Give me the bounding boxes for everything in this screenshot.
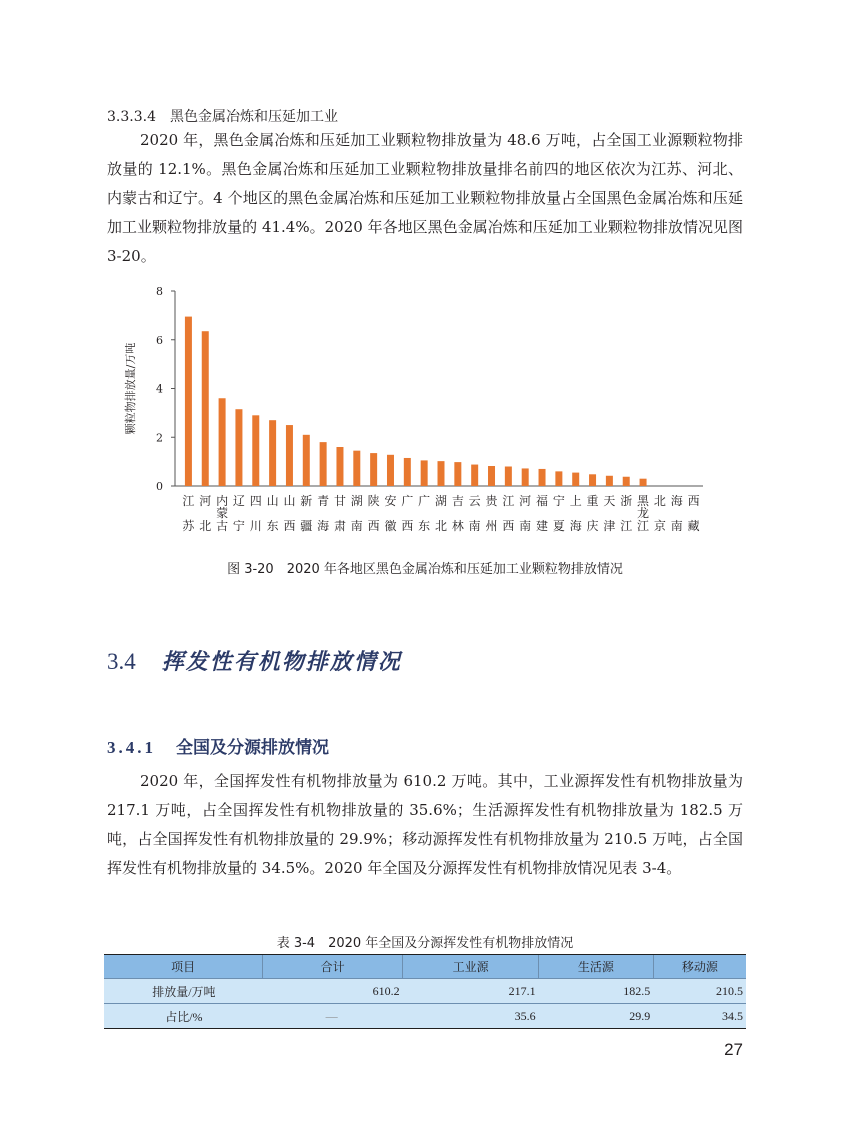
table-cell: 217.1 xyxy=(403,979,539,1004)
emission-table xyxy=(104,954,746,1029)
x-tick-label: 海 xyxy=(670,494,683,508)
table-cell: 29.9 xyxy=(539,1004,654,1029)
x-tick-label: 古 xyxy=(216,519,229,533)
x-tick-label: 辽 xyxy=(232,494,245,508)
table-header-cell: 生活源 xyxy=(539,955,654,979)
paragraph-iron-steel: 2020 年，黑色金属冶炼和压延加工业颗粒物排放量为 48.6 万吨，占全国工业源颗粒物排放量的 12.1%。黑色金属冶炼和压延加工业颗粒物排放量排名前四的地区依次为江苏、河北、内蒙古和辽宁。4 个地区的黑色金属冶炼和压延加工业颗粒物排放量占全国黑色金属冶炼和压延加工业颗粒物排放量的 41.4%。2020 年各地区黑色金属冶炼和压延加工业颗粒物排放情况见图 3-20。 xyxy=(107,131,743,265)
x-tick-label: 四 xyxy=(249,494,262,508)
table-header-cell: 项目 xyxy=(104,955,263,979)
table-cell: 35.6 xyxy=(403,1004,539,1029)
bar xyxy=(202,331,209,486)
x-tick-label: 藏 xyxy=(687,519,700,533)
x-tick-label: 内 xyxy=(216,494,229,508)
bar xyxy=(387,455,394,486)
x-tick-label: 甘 xyxy=(333,494,346,508)
x-tick-label: 云 xyxy=(468,494,481,508)
x-tick-label: 黑 xyxy=(637,494,650,508)
x-tick-label: 南 xyxy=(468,519,481,533)
x-tick-label: 建 xyxy=(536,519,549,533)
table-cell: 排放量/万吨 xyxy=(104,979,263,1004)
x-tick-label: 山 xyxy=(283,494,296,508)
page-number: 27 xyxy=(724,1040,743,1059)
x-tick-label: 西 xyxy=(401,519,414,533)
x-tick-label: 福 xyxy=(536,494,549,508)
table-cell: 610.2 xyxy=(263,979,403,1004)
x-tick-label: 宁 xyxy=(552,494,565,508)
table-cell: 占比/% xyxy=(104,1004,263,1029)
bar xyxy=(539,469,546,486)
x-tick-label: 南 xyxy=(350,519,363,533)
y-tick-label: 8 xyxy=(156,285,163,298)
x-tick-label: 龙 xyxy=(637,506,650,520)
bar xyxy=(404,458,411,486)
table-header-cell: 合计 xyxy=(263,955,403,979)
bar xyxy=(589,474,596,486)
bar xyxy=(235,409,242,486)
bar xyxy=(438,461,445,486)
y-axis-label: 颗粒物排放量/万吨 xyxy=(124,342,137,435)
bar xyxy=(555,471,562,486)
x-tick-label: 江 xyxy=(620,519,633,533)
x-tick-label: 江 xyxy=(182,494,195,508)
x-tick-label: 西 xyxy=(502,519,515,533)
bar xyxy=(522,468,529,486)
x-tick-label: 安 xyxy=(384,494,397,508)
bar xyxy=(370,453,377,486)
bar xyxy=(488,466,495,486)
y-tick-label: 0 xyxy=(156,480,163,493)
bar xyxy=(219,398,226,486)
subsection-heading-341 xyxy=(107,733,329,758)
x-tick-label: 北 xyxy=(199,519,212,533)
x-tick-label: 林 xyxy=(451,519,464,533)
subsection-341-number: 3.4.1 xyxy=(107,738,156,757)
x-tick-label: 上 xyxy=(569,494,582,508)
section-heading-number: 3.4 xyxy=(107,649,136,674)
section-heading xyxy=(107,645,402,676)
table-row xyxy=(104,979,746,1004)
x-tick-label: 疆 xyxy=(300,519,313,533)
x-tick-label: 广 xyxy=(401,494,414,508)
subsection-341-title: 全国及分源排放情况 xyxy=(176,738,329,758)
x-tick-label: 苏 xyxy=(182,519,195,533)
y-tick-label: 6 xyxy=(156,333,163,347)
x-tick-label: 宁 xyxy=(232,519,245,533)
x-tick-label: 陕 xyxy=(367,494,380,508)
figure-caption: 图 3-20 2020 年各地区黑色金属冶炼和压延加工业颗粒物排放情况 xyxy=(227,562,623,577)
table-header-row xyxy=(104,955,746,979)
x-tick-label: 川 xyxy=(249,519,262,533)
x-tick-label: 东 xyxy=(418,519,431,533)
x-tick-label: 江 xyxy=(637,519,650,533)
bar xyxy=(572,473,579,486)
bar xyxy=(623,477,630,486)
x-tick-label: 西 xyxy=(687,494,700,508)
subsection-heading-text: 黑色金属冶炼和压延加工业 xyxy=(169,109,338,125)
x-tick-label: 徽 xyxy=(384,519,397,533)
table-cell: — xyxy=(263,1004,403,1029)
bar xyxy=(421,460,428,486)
bar xyxy=(640,479,647,486)
table-header-cell: 移动源 xyxy=(653,955,746,979)
x-tick-label: 河 xyxy=(519,494,532,508)
bar xyxy=(353,451,360,486)
x-tick-label: 庆 xyxy=(586,519,599,533)
bar xyxy=(269,420,276,486)
x-tick-label: 州 xyxy=(485,519,498,533)
x-tick-label: 重 xyxy=(586,494,599,508)
x-tick-label: 北 xyxy=(653,494,666,508)
bar xyxy=(336,447,343,486)
bar xyxy=(454,462,461,486)
table-cell: 210.5 xyxy=(653,979,746,1004)
bar xyxy=(320,442,327,486)
bar xyxy=(606,476,613,486)
subsection-heading-number: 3.3.3.4 xyxy=(107,109,156,125)
y-tick-label: 2 xyxy=(156,431,163,445)
x-tick-label: 浙 xyxy=(620,494,633,508)
x-tick-label: 东 xyxy=(266,519,279,533)
x-tick-label: 山 xyxy=(266,494,279,508)
section-heading-title: 挥发性有机物排放情况 xyxy=(161,649,402,675)
x-tick-label: 西 xyxy=(367,519,380,533)
y-tick-label: 4 xyxy=(156,382,163,396)
bar xyxy=(471,465,478,486)
x-tick-label: 西 xyxy=(283,519,296,533)
bar xyxy=(185,317,192,486)
table-caption: 表 3-4 2020 年全国及分源挥发性有机物排放情况 xyxy=(276,936,574,951)
x-tick-label: 南 xyxy=(670,519,683,533)
x-tick-label: 蒙 xyxy=(216,506,229,520)
x-tick-label: 海 xyxy=(317,519,330,533)
x-tick-label: 津 xyxy=(603,519,616,533)
bar xyxy=(303,435,310,486)
x-tick-label: 湖 xyxy=(350,494,363,508)
bar xyxy=(252,415,259,486)
table-row xyxy=(104,1004,746,1029)
bar xyxy=(505,467,512,487)
x-tick-label: 京 xyxy=(653,519,666,533)
x-tick-label: 南 xyxy=(519,519,532,533)
x-tick-label: 贵 xyxy=(485,494,498,508)
x-tick-label: 江 xyxy=(502,494,515,508)
x-tick-label: 吉 xyxy=(451,494,464,508)
table-cell: 182.5 xyxy=(539,979,654,1004)
x-tick-label: 河 xyxy=(199,494,212,508)
x-tick-label: 湖 xyxy=(434,494,448,508)
x-tick-label: 广 xyxy=(418,494,431,508)
subsection-heading xyxy=(107,106,338,126)
table-cell: 34.5 xyxy=(653,1004,746,1029)
x-tick-label: 北 xyxy=(434,519,448,533)
x-tick-label: 天 xyxy=(603,494,616,508)
paragraph-voc: 2020 年，全国挥发性有机物排放量为 610.2 万吨。其中，工业源挥发性有机物排放量为 217.1 万吨，占全国挥发性有机物排放量的 35.6%；生活源挥发性有机物排放量为 182.5 万吨，占全国挥发性有机物排放量的 29.9%；移动源挥发性有机物排放量为 210.5 万吨，占全国挥发性有机物排放量的 34.5%。2020 年全国及分源挥发性有机物排放情况见表 3-4。 xyxy=(107,772,743,877)
bar xyxy=(286,425,293,486)
x-tick-label: 青 xyxy=(317,494,330,508)
bar-chart xyxy=(100,282,720,542)
table-header-cell: 工业源 xyxy=(403,955,539,979)
x-tick-label: 肃 xyxy=(333,519,346,533)
x-tick-label: 新 xyxy=(300,494,313,508)
x-tick-label: 海 xyxy=(569,519,582,533)
x-tick-label: 夏 xyxy=(552,519,565,533)
